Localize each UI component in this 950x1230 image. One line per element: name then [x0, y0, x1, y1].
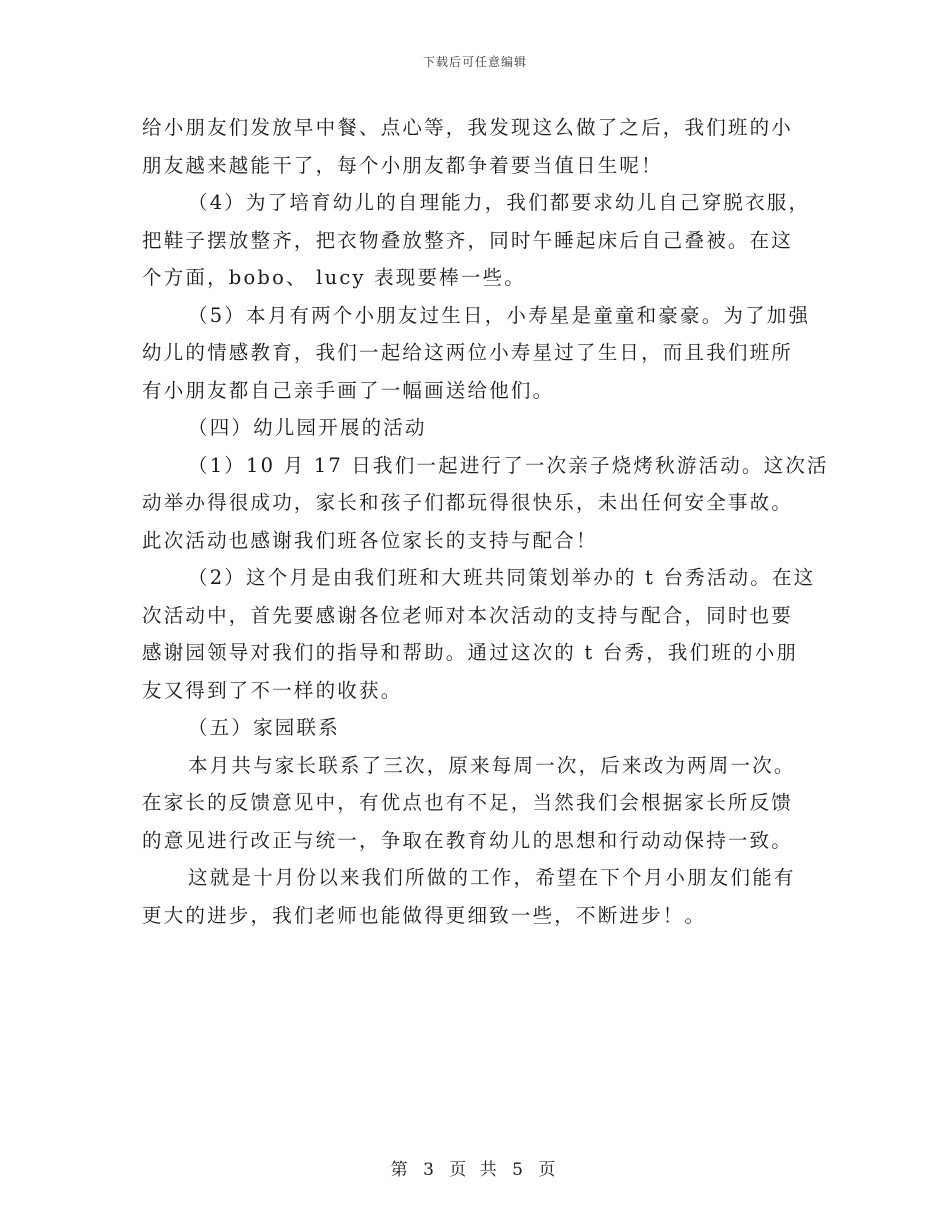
text-line: 这就是十月份以来我们所做的工作，希望在下个月小朋友们能有 — [188, 866, 796, 889]
current-page-number: 3 — [423, 1160, 438, 1180]
text-line: 友又得到了不一样的收获。 — [142, 678, 403, 702]
text-line: （2）这个月是由我们班和大班共同策划举办的 t 台秀活动。在这 — [188, 566, 816, 589]
page-footer — [0, 1155, 950, 1180]
text-line: 更大的进步，我们老师也能做得更细致一些，不断进步！。 — [142, 903, 707, 927]
footer-prefix: 第 — [390, 1160, 412, 1180]
page-header: 下载后可任意编辑 — [422, 55, 527, 69]
text-line: 此次活动也感谢我们班各位家长的支持与配合！ — [142, 528, 598, 552]
text-line: 的意见进行改正与统一，争取在教育幼儿的思想和行动动保持一致。 — [142, 828, 794, 852]
footer-suffix: 页 — [538, 1160, 560, 1180]
text-line: 朋友越来越能干了，每个小朋友都争着要当值日生呢！ — [142, 153, 663, 177]
text-line: 有小朋友都自己亲手画了一幅画送给他们。 — [142, 378, 555, 402]
section-heading: （四）幼儿园开展的活动 — [188, 416, 427, 439]
text-line: 把鞋子摆放整齐，把衣物叠放整齐，同时午睡起床后自己叠被。在这 — [142, 228, 794, 252]
text-line: 幼儿的情感教育，我们一起给这两位小寿星过了生日，而且我们班所 — [142, 341, 794, 364]
text-line: （5）本月有两个小朋友过生日，小寿星是童童和豪豪。为了加强 — [188, 303, 811, 327]
total-page-count: 5 — [512, 1160, 527, 1180]
document-body — [142, 109, 829, 934]
text-line: 感谢园领导对我们的指导和帮助。通过这次的 t 台秀，我们班的小朋 — [142, 641, 799, 664]
footer-middle: 页 共 — [449, 1160, 501, 1180]
section-heading: （五）家园联系 — [188, 716, 340, 739]
text-line: （1）10 月 17 日我们一起进行了一次亲子烧烤秋游活动。这次活 — [188, 453, 829, 477]
text-line: （4）为了培育幼儿的自理能力，我们都要求幼儿自己穿脱衣服， — [188, 191, 811, 214]
text-line: 次活动中，首先要感谢各位老师对本次活动的支持与配合，同时也要 — [142, 603, 794, 627]
text-line: 在家长的反馈意见中，有优点也有不足，当然我们会根据家长所反馈 — [142, 791, 794, 814]
text-line: 本月共与家长联系了三次，原来每周一次，后来改为两周一次。 — [188, 753, 796, 777]
text-line: 给小朋友们发放早中餐、点心等，我发现这么做了之后，我们班的小 — [142, 116, 794, 139]
text-line: 动举办得很成功，家长和孩子们都玩得很快乐，未出任何安全事故。 — [142, 491, 794, 514]
text-line: 个方面，bobo、 lucy 表现要棒一些。 — [142, 266, 526, 289]
